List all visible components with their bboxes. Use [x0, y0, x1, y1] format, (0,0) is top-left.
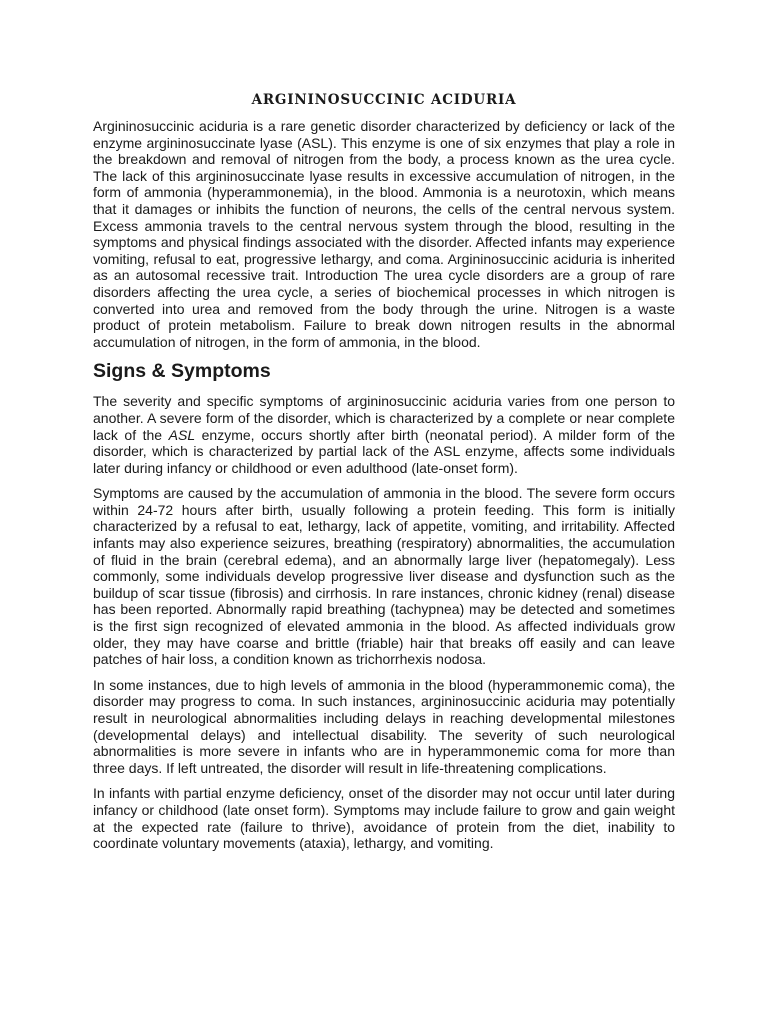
paragraph-text: The severity and specific symptoms of argininosuccinic aciduria varies from one person to another. A severe form of the disorder, which is characterized by a complete or near complete lack of the	[93, 393, 675, 443]
section-heading-signs-symptoms: Signs & Symptoms	[93, 360, 271, 383]
intro-paragraph: Argininosuccinic aciduria is a rare genetic disorder characterized by deficiency or lack of the enzyme argininosuccinate lyase (ASL). This enzyme is one of six enzymes that play a role in the breakdown and removal of nitrogen from the body, a process known as the urea cycle. The lack of this argininosuccinate lyase results in excessive accumulation of nitrogen, in the form of ammonia (hyperammonemia), in the blood. Ammonia is a neurotoxin, which means that it damages or inhibits the function of neurons, the cells of the central nervous system. Excess ammonia travels to the central nervous system through the blood, resulting in the symptoms and physical findings associated with the disorder. Affected infants may experience vomiting, refusal to eat, progressive lethargy, and coma. Argininosuccinic aciduria is inherited as an autosomal recessive trait. Introduction The urea cycle disorders are a group of rare disorders affecting the urea cycle, a series of biochemical processes in which nitrogen is converted into urea and removed from the body through the urine. Nitrogen is a waste product of protein metabolism. Failure to break down nitrogen results in the abnormal accumulation of nitrogen, in the form of ammonia, in the blood.	[93, 118, 675, 350]
symptoms-paragraph-1	[93, 393, 675, 476]
document-page	[93, 88, 675, 861]
symptoms-paragraph-4: In infants with partial enzyme deficiency, onset of the disorder may not occur until later during infancy or childhood (late onset form). Symptoms may include failure to grow and gain weight at the expected rate (failure to thrive), avoidance of protein from the diet, inability to coordinate voluntary movements (ataxia), lethargy, and vomiting.	[93, 785, 675, 852]
symptoms-paragraph-3: In some instances, due to high levels of ammonia in the blood (hyperammonemic coma), the disorder may progress to coma. In such instances, argininosuccinic aciduria may potentially result in neurological abnormalities including delays in reaching developmental milestones (developmental delays) and intellectual disability. The severity of such neurological abnormalities is more severe in infants who are in hyperammonemic coma for more than three days. If left untreated, the disorder will result in life-threatening complications.	[93, 676, 675, 776]
paragraph-text: enzyme, occurs shortly after birth (neonatal period). A milder form of the disorder, which is characterized by partial lack of the ASL enzyme, affects some individuals later during infancy or childhood or even adulthood (late-onset form).	[93, 426, 676, 476]
italic-term-asl: ASL	[168, 426, 196, 443]
symptoms-paragraph-2: Symptoms are caused by the accumulation of ammonia in the blood. The severe form occurs within 24-72 hours after birth, usually following a protein feeding. This form is initially characterized by a refusal to eat, lethargy, lack of appetite, vomiting, and irritability. Affected infants may also experience seizures, breathing (respiratory) abnormalities, the accumulation of fluid in the brain (cerebral edema), and an abnormally large liver (hepatomegaly). Less commonly, some individuals develop progressive liver disease and dysfunction such as the buildup of scar tissue (fibrosis) and cirrhosis. In rare instances, chronic kidney (renal) disease has been reported. Abnormally rapid breathing (tachypnea) may be detected and sometimes is the first sign recognized of elevated ammonia in the blood. As affected individuals grow older, they may have coarse and brittle (friable) hair that breaks off easily and can leave patches of hair loss, a condition known as trichorrhexis nodosa.	[93, 485, 675, 668]
document-title: ARGININOSUCCINIC ACIDURIA	[251, 92, 517, 108]
